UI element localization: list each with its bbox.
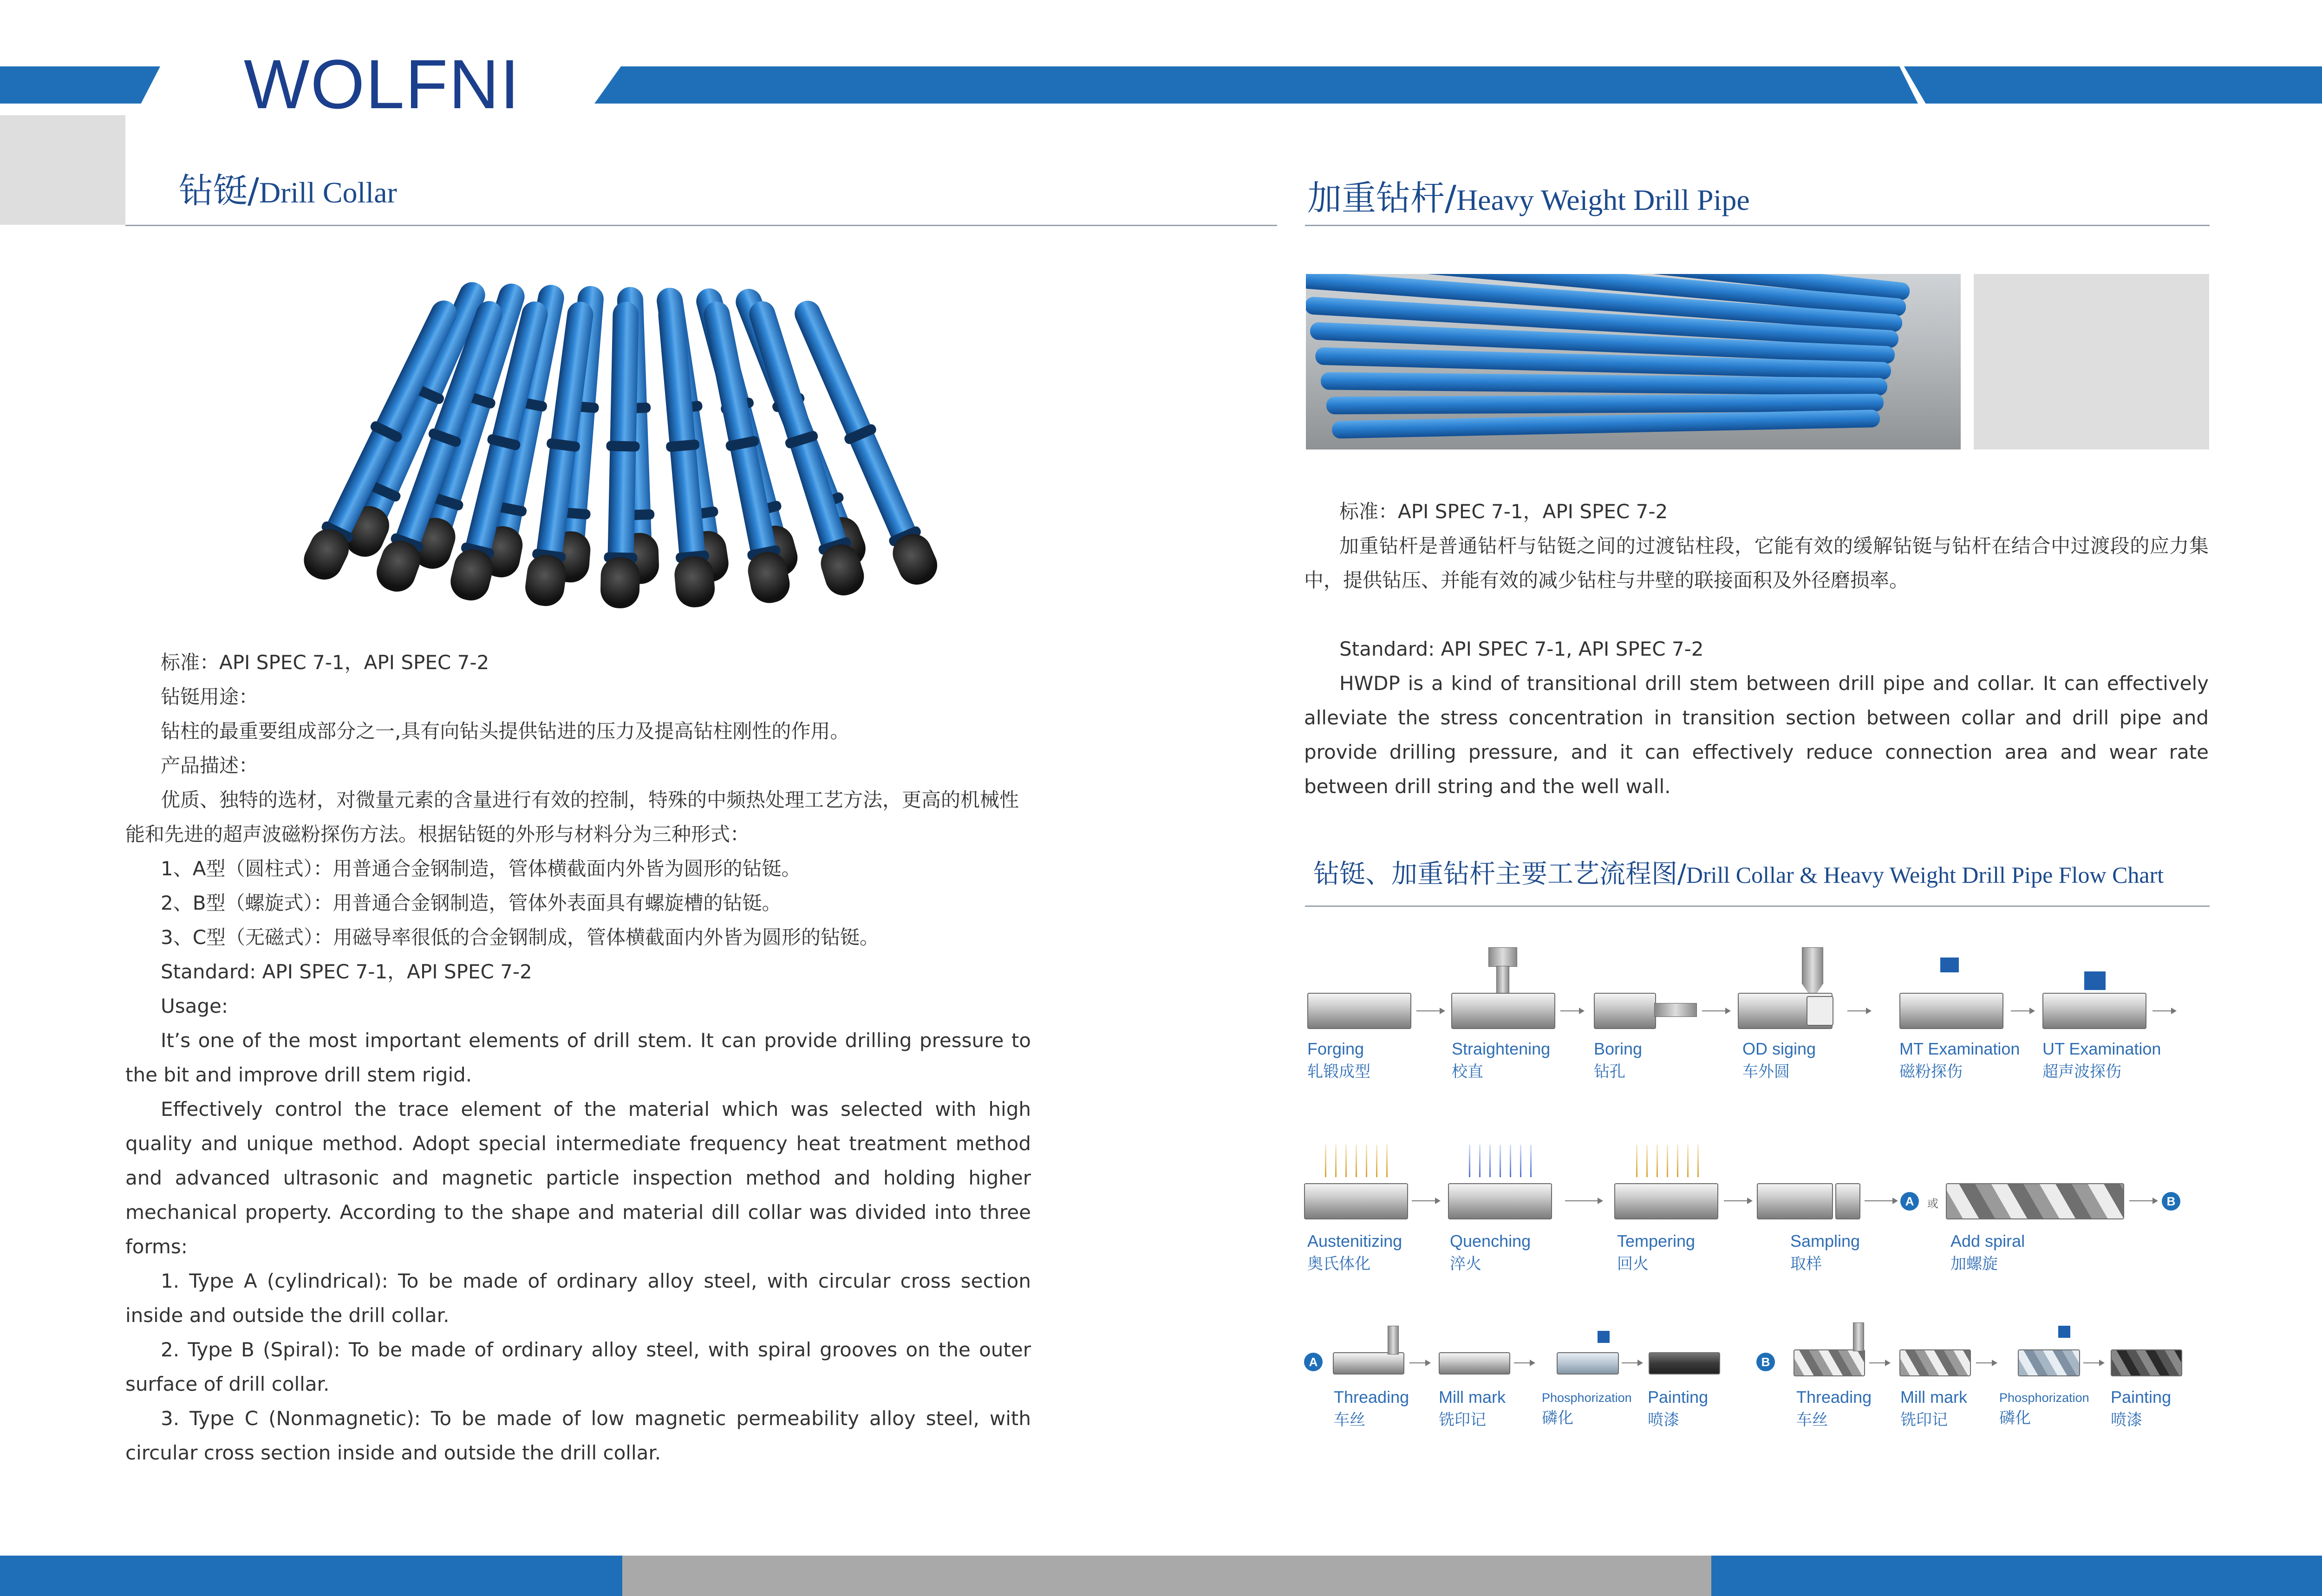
sampling-bar-main — [1757, 1183, 1833, 1219]
sampling-bar-piece — [1835, 1183, 1860, 1219]
hwdp-cn-desc: 加重钻杆是普通钻杆与钻铤之间的过渡钻柱段，它能有效的缓解钻铤与钻杆在结合中过渡段的应力集中，提供钻压、并能有效的减少钻柱与井壁的联接面积及外径磨损率。 — [1304, 534, 2209, 592]
heat-ray — [1510, 1145, 1511, 1177]
footer-bar-center — [622, 1556, 1711, 1596]
dc-cn-desc: 优质、独特的选材，对微量元素的含量进行有效的控制，特殊的中频热处理工艺方法，更高的机械性能和先进的超声波磁粉探伤方法。根据钻铤的外形与材料分为三种形式： — [125, 788, 1019, 846]
step-label-cn: 磁粉探伤 — [1899, 1062, 1963, 1081]
arrow — [1702, 1010, 1730, 1011]
step-sampling — [1790, 1231, 1860, 1274]
b-phosphorization-icon — [2058, 1326, 2070, 1338]
step-label-cn: 钻孔 — [1594, 1062, 1625, 1081]
hwdp-title-cn: 加重钻杆/ — [1307, 178, 1456, 218]
step-label: Add spiral — [1950, 1231, 2025, 1251]
step-b-threading — [1796, 1388, 1872, 1430]
mt-examination-bar — [1899, 993, 2003, 1029]
hwdp-title-en: Heavy Weight Drill Pipe — [1456, 183, 1750, 216]
austenitizing-bar — [1304, 1183, 1408, 1219]
mt-sensor-icon — [1940, 958, 1959, 972]
step-mt-examination — [1899, 1039, 2020, 1081]
brand-logo: WOLFNI — [244, 45, 521, 123]
footer-bar-left — [0, 1556, 622, 1596]
heat-ray — [1636, 1145, 1637, 1177]
arrow — [1565, 1200, 1602, 1201]
arrow — [2011, 1010, 2034, 1011]
b-threading-bar — [1794, 1349, 1865, 1376]
step-label-cn: 铣印记 — [1900, 1411, 1948, 1429]
step-forging — [1307, 1039, 1370, 1081]
boring-bar — [1594, 993, 1656, 1029]
dc-en-standard: Standard: API SPEC 7-1，API SPEC 7-2 — [161, 960, 532, 983]
dc-cn-type-b: 2、B型（螺旋式）：用普通合金钢制造，管体外表面具有螺旋槽的钻铤。 — [161, 892, 782, 914]
arrow — [1560, 1010, 1584, 1011]
step-a-mill-mark — [1439, 1388, 1506, 1430]
quenching-bar — [1448, 1183, 1552, 1219]
dc-cn-desc-label: 产品描述： — [161, 754, 259, 777]
b-painting-bar — [2111, 1349, 2182, 1376]
arrow — [1412, 1200, 1440, 1201]
forging-bar — [1307, 993, 1411, 1029]
arrow — [1869, 1362, 1890, 1363]
tempering-bar — [1614, 1183, 1718, 1219]
step-label-cn: 超声波探伤 — [2042, 1062, 2121, 1081]
step-label: Phosphorization — [1999, 1391, 2089, 1405]
step-label: Boring — [1594, 1039, 1643, 1058]
flow-chart-title-cn: 钻铤、加重钻杆主要工艺流程图/ — [1313, 859, 1686, 889]
heat-ray — [1356, 1145, 1357, 1177]
dc-cn-usage-label: 钻铤用途： — [161, 685, 259, 708]
step-label: Threading — [1796, 1388, 1872, 1407]
dc-en-type-a: 1. Type A (cylindrical): To be made of ordinary alloy steel, with circular cross section inside and outside the drill collar. — [125, 1270, 1031, 1327]
step-b-mill-mark — [1900, 1388, 1967, 1430]
a-painting-bar — [1649, 1352, 1720, 1375]
step-label: Painting — [2111, 1388, 2172, 1407]
arrow — [1976, 1362, 1996, 1363]
heat-ray — [1345, 1145, 1347, 1177]
heat-ray — [1335, 1145, 1337, 1177]
step-label-cn: 车丝 — [1796, 1411, 1828, 1429]
arrow — [1622, 1362, 1642, 1363]
hwdp-cn-standard: 标准：API SPEC 7-1，API SPEC 7-2 — [1339, 500, 1668, 523]
a-phosphorization-bar — [1557, 1352, 1619, 1375]
footer-bar-right — [1711, 1556, 2322, 1596]
heat-ray — [1677, 1145, 1678, 1177]
b-phosphorization-bar — [2018, 1349, 2080, 1376]
hwdp-en-standard: Standard: API SPEC 7-1, API SPEC 7-2 — [1339, 638, 1704, 660]
step-label: Straightening — [1452, 1039, 1551, 1058]
badge-a: A — [1900, 1192, 1919, 1211]
step-label-cn: 回火 — [1617, 1255, 1649, 1273]
step-label: OD siging — [1742, 1039, 1816, 1058]
a-phosphorization-icon — [1598, 1331, 1610, 1343]
heat-ray — [1657, 1145, 1658, 1177]
step-b-phosphorization — [1999, 1391, 2089, 1428]
step-label-cn: 奥氏体化 — [1307, 1255, 1370, 1273]
arrow — [1514, 1362, 1534, 1363]
step-label: Sampling — [1790, 1231, 1860, 1251]
heat-ray — [1500, 1145, 1501, 1177]
heat-ray — [1366, 1145, 1367, 1177]
step-label: Phosphorization — [1542, 1391, 1632, 1405]
step-a-threading — [1334, 1388, 1409, 1430]
step-label-cn: 加螺旋 — [1950, 1255, 1998, 1273]
heat-ray — [1646, 1145, 1648, 1177]
step-label: UT Examination — [2042, 1039, 2161, 1058]
heat-ray — [1530, 1145, 1532, 1177]
straightening-press — [1488, 947, 1517, 967]
ut-examination-bar — [2042, 993, 2146, 1029]
dc-en-usage-label: Usage: — [161, 995, 228, 1017]
dc-en-desc: Effectively control the trace element of the material which was selected with high quality and unique method. Adopt special intermediate frequency heat treatment method and advanced ultrasonic and magnetic particle inspection method and holding higher mechanical property. According to the shape and material dill collar was divided into three forms: — [125, 1098, 1031, 1258]
badge-a: A — [1304, 1353, 1323, 1371]
a-threading-bar — [1333, 1352, 1404, 1375]
heat-ray — [1479, 1145, 1481, 1177]
step-label: Quenching — [1450, 1231, 1531, 1251]
dc-en-usage: It’s one of the most important elements of drill stem. It can provide drilling pressure to the bit and improve drill stem rigid. — [125, 1029, 1031, 1086]
step-boring — [1594, 1039, 1642, 1081]
a-mill-mark-bar — [1439, 1352, 1510, 1375]
or-text: 或 — [1927, 1197, 1938, 1210]
hwdp-en-desc: HWDP is a kind of transitional drill stem between drill pipe and collar. It can effectively alleviate the stress concentration in transition section between collar and drill pipe and provide drilling pressure, and it can effectively reduce connection area and wear rate between drill string and the well wall. — [1304, 672, 2209, 798]
b-threading-tool — [1853, 1322, 1864, 1351]
step-straightening — [1452, 1039, 1550, 1081]
step-quenching — [1450, 1231, 1531, 1274]
step-label-cn: 轧锻成型 — [1307, 1062, 1370, 1081]
od-turning-tool — [1802, 947, 1823, 999]
a-threading-tool — [1388, 1326, 1399, 1355]
step-label-cn: 喷漆 — [2111, 1411, 2142, 1429]
step-tempering — [1617, 1231, 1695, 1274]
step-ut-examination — [2042, 1039, 2161, 1081]
arrow — [1865, 1200, 1897, 1201]
step-label-cn: 磷化 — [1999, 1409, 2031, 1427]
ut-sensor-icon — [2084, 971, 2106, 990]
badge-b: B — [2162, 1192, 2180, 1211]
step-label-cn: 校直 — [1452, 1062, 1483, 1081]
step-label: Threading — [1334, 1388, 1409, 1407]
dc-en-type-b: 2. Type B (Spiral): To be made of ordinary alloy steel, with spiral grooves on the outer surface of drill collar. — [125, 1338, 1031, 1395]
boring-drill — [1654, 1003, 1697, 1017]
od-siging-end — [1807, 996, 1833, 1026]
step-label-cn: 车丝 — [1334, 1411, 1365, 1429]
step-label: Mill mark — [1439, 1388, 1506, 1407]
arrow — [1847, 1010, 1871, 1011]
arrow — [1409, 1362, 1430, 1363]
heat-ray — [1386, 1145, 1388, 1177]
heat-ray — [1376, 1145, 1377, 1177]
arrow — [1416, 1010, 1444, 1011]
dc-en-type-c: 3. Type C (Nonmagnetic): To be made of low magnetic permeability alloy steel, with circular cross section inside and outside the drill collar. — [125, 1407, 1031, 1464]
dc-cn-standard: 标准：API SPEC 7-1，API SPEC 7-2 — [161, 651, 489, 674]
step-label-cn: 铣印记 — [1439, 1411, 1486, 1429]
step-a-phosphorization — [1542, 1391, 1632, 1428]
arrow — [2129, 1200, 2157, 1201]
drill-collar-title-cn: 钻铤/ — [179, 171, 259, 211]
step-label: MT Examination — [1899, 1039, 2020, 1058]
straightening-ram — [1496, 966, 1509, 995]
drill-collar-title-en: Drill Collar — [259, 176, 397, 209]
step-od-siging — [1742, 1039, 1816, 1081]
b-mill-mark-bar — [1899, 1349, 1971, 1376]
step-label-cn: 取样 — [1790, 1255, 1822, 1273]
heat-ray — [1667, 1145, 1668, 1177]
badge-b: B — [1756, 1353, 1775, 1371]
step-label-cn: 车外圆 — [1742, 1062, 1790, 1081]
step-a-painting — [1648, 1388, 1708, 1430]
arrow — [2083, 1362, 2104, 1363]
step-label: Painting — [1648, 1388, 1709, 1407]
step-add-spiral — [1950, 1231, 2025, 1274]
arrow — [2152, 1010, 2176, 1011]
heat-ray — [1489, 1145, 1491, 1177]
dc-cn-type-c: 3、C型（无磁式）：用磁导率很低的合金钢制成，管体横截面内外皆为圆形的钻铤。 — [161, 926, 880, 949]
straightening-bar — [1451, 993, 1555, 1029]
dc-cn-usage: 钻柱的最重要组成部分之一,具有向钻头提供钻进的压力及提高钻柱刚性的作用。 — [161, 720, 850, 743]
step-label: Tempering — [1617, 1231, 1696, 1251]
heat-ray — [1520, 1145, 1521, 1177]
step-label: Forging — [1307, 1039, 1364, 1058]
step-austenitizing — [1307, 1231, 1402, 1274]
step-label: Mill mark — [1900, 1388, 1967, 1407]
arrow — [1724, 1200, 1752, 1201]
step-label-cn: 喷漆 — [1648, 1411, 1679, 1429]
add-spiral-bar — [1946, 1183, 2124, 1219]
step-b-painting — [2111, 1388, 2171, 1430]
flow-chart-title-en: Drill Collar & Heavy Weight Drill Pipe Flow Chart — [1686, 862, 2164, 888]
step-label-cn: 磷化 — [1542, 1409, 1573, 1427]
heat-ray — [1697, 1145, 1699, 1177]
heat-ray — [1325, 1145, 1326, 1177]
dc-cn-type-a: 1、A型（圆柱式）：用普通合金钢制造，管体横截面内外皆为圆形的钻铤。 — [161, 857, 801, 880]
step-label-cn: 淬火 — [1450, 1255, 1481, 1273]
step-label: Austenitizing — [1307, 1231, 1402, 1251]
heat-ray — [1469, 1145, 1470, 1177]
heat-ray — [1687, 1145, 1689, 1177]
